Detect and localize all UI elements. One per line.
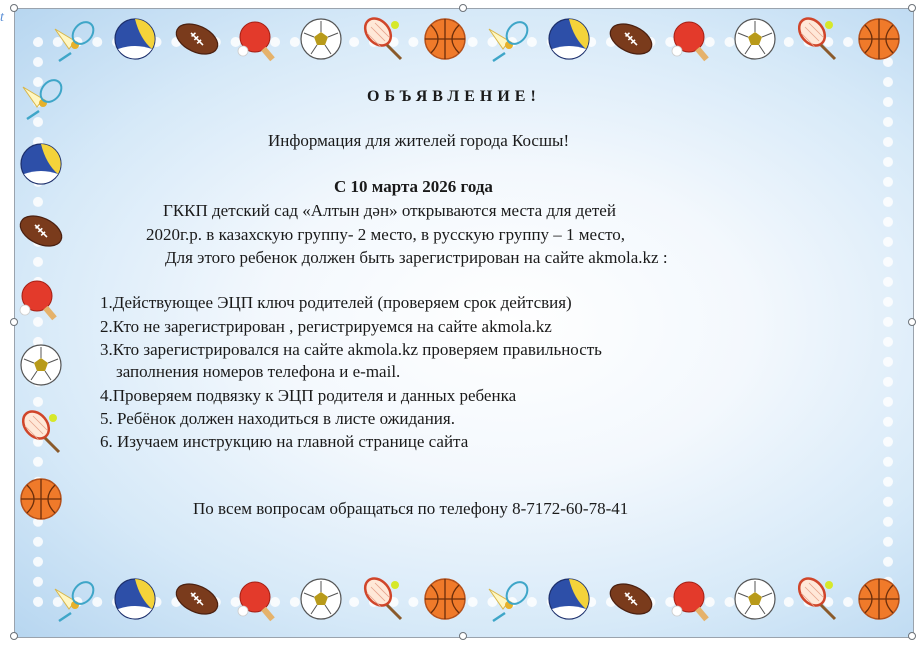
shuttlecock-icon — [23, 76, 66, 119]
step-3: 3.Кто зарегистрировался на сайте akmola.kz проверяем правильность — [100, 340, 602, 359]
shuttlecock-icon — [489, 578, 532, 621]
soccer-ball-icon — [735, 579, 775, 619]
date-line: С 10 марта 2026 года — [334, 177, 493, 196]
contact-line: По всем вопросам обращаться по телефону 8-7172-60-78-41 — [193, 499, 629, 518]
soccer-ball-icon — [735, 19, 775, 59]
american-football-icon — [172, 18, 223, 60]
step-1: 1.Действующее ЭЦП ключ родителей (проверяем срок дейтсвия) — [100, 293, 572, 312]
tennis-racket-icon — [794, 573, 835, 619]
intro-line-3: Для этого ребенок должен быть зарегистрирован на сайте akmola.kz : — [165, 248, 668, 267]
american-football-icon — [172, 578, 223, 620]
tennis-racket-icon — [18, 406, 59, 452]
soccer-ball-icon — [21, 345, 61, 385]
tennis-racket-icon — [794, 13, 835, 59]
corner-mark: t — [0, 10, 4, 25]
resize-handle-top-left[interactable] — [10, 4, 18, 12]
step-5: 5. Ребёнок должен находиться в листе ожидания. — [100, 409, 455, 428]
basketball-icon — [859, 19, 899, 59]
volleyball-icon — [115, 19, 155, 59]
step-2: 2.Кто не зарегистрирован , регистрируемся на сайте akmola.kz — [100, 317, 552, 336]
volleyball-icon — [21, 144, 61, 184]
resize-handle-bottom-right[interactable] — [908, 632, 916, 640]
resize-handle-top-right[interactable] — [908, 4, 916, 12]
volleyball-icon — [549, 19, 589, 59]
resize-handle-bottom-left[interactable] — [10, 632, 18, 640]
ping-pong-icon — [672, 582, 709, 621]
intro-line-1: ГККП детский сад «Алтын дән» открываются места для детей — [163, 201, 616, 220]
tennis-racket-icon — [360, 13, 401, 59]
ping-pong-icon — [20, 281, 57, 320]
ping-pong-icon — [672, 22, 709, 61]
tennis-racket-icon — [360, 573, 401, 619]
resize-handle-right[interactable] — [908, 318, 916, 326]
ping-pong-icon — [238, 22, 275, 61]
soccer-ball-icon — [301, 579, 341, 619]
announcement-title: ОБЪЯВЛЕНИЕ! — [367, 88, 541, 105]
american-football-icon — [606, 578, 657, 620]
intro-line-2: 2020г.р. в казахскую группу- 2 место, в русскую группу – 1 место, — [146, 225, 626, 244]
resize-handle-bottom[interactable] — [459, 632, 467, 640]
american-football-icon — [606, 18, 657, 60]
soccer-ball-icon — [301, 19, 341, 59]
step-6: 6. Изучаем инструкцию на главной странице сайта — [100, 432, 469, 451]
ping-pong-icon — [238, 582, 275, 621]
resize-handle-left[interactable] — [10, 318, 18, 326]
volleyball-icon — [115, 579, 155, 619]
basketball-icon — [425, 579, 465, 619]
basketball-icon — [859, 579, 899, 619]
step-3-continued: заполнения номеров телефона и e-mail. — [116, 362, 401, 381]
basketball-icon — [425, 19, 465, 59]
shuttlecock-icon — [489, 18, 532, 61]
resize-handle-top[interactable] — [459, 4, 467, 12]
shuttlecock-icon — [55, 18, 98, 61]
basketball-icon — [21, 479, 61, 519]
volleyball-icon — [549, 579, 589, 619]
american-football-icon — [16, 210, 67, 252]
shuttlecock-icon — [55, 578, 98, 621]
announcement-subtitle: Информация для жителей города Косшы! — [268, 131, 570, 150]
step-4: 4.Проверяем подвязку к ЭЦП родителя и данных ребенка — [100, 386, 517, 405]
